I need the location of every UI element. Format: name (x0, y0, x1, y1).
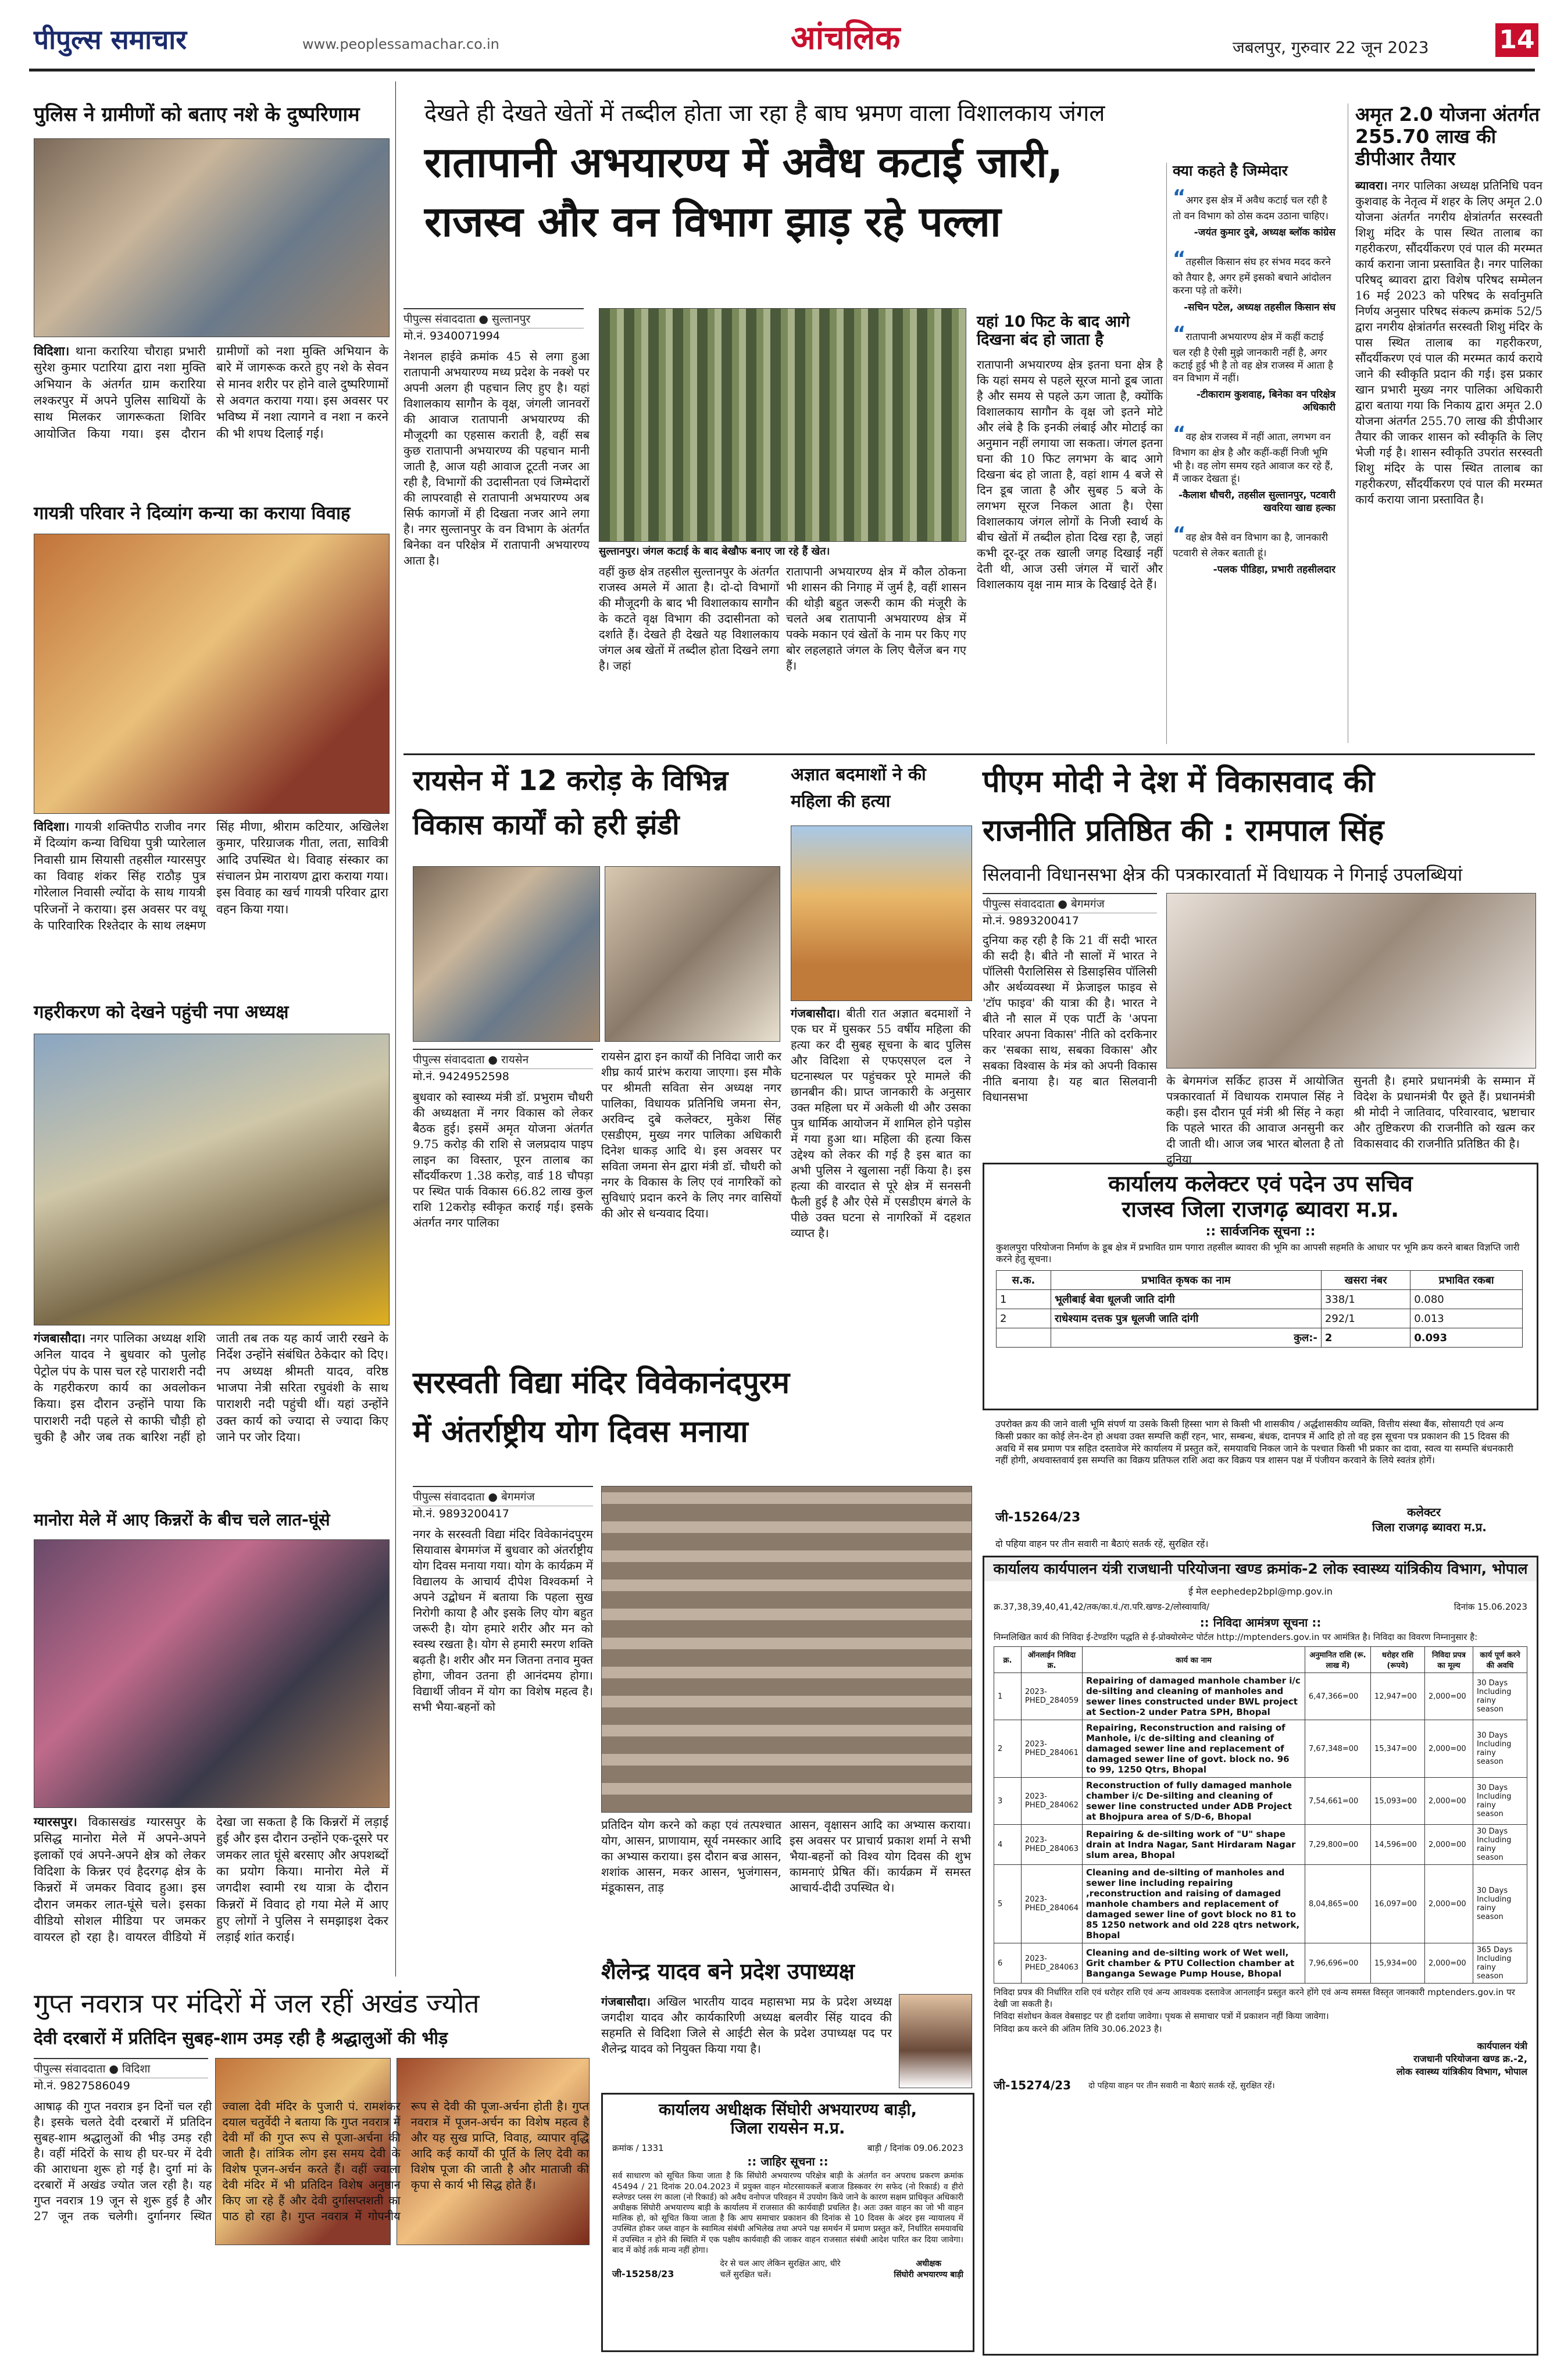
responsible-box (1166, 163, 1335, 744)
table-cell: 15,093=00 (1371, 1778, 1425, 1825)
table-cell: 7,54,661=00 (1305, 1778, 1371, 1825)
tender-ref-date: दिनांक 15.06.2023 (1454, 1601, 1527, 1612)
forest-cutting-photo (599, 308, 966, 542)
table-cell: भूलीबाई बेवा धूलजी जाति दांगी (1051, 1290, 1322, 1309)
table-header-cell: अनुमानित राशि (रू. लाख में) (1305, 1647, 1371, 1673)
lead-photo-caption: सुल्तानपुर। जंगल कटाई के बाद बेखौफ बनाए जा रहे हैं खेत। (599, 545, 830, 558)
amrut-story (1348, 103, 1542, 743)
table-cell: 2,000=00 (1425, 1720, 1473, 1778)
story4-place: ग्यारसपुर। (34, 1814, 77, 1829)
yoga-col3: आसन, वृक्षासन आदि का अभ्यास कराया। इस अवसर पर प्राचार्य प्रकाश शर्मा ने सभी भैया-बहनों को विश्व योग दिवस की शुभ कामनाएं प्रेषित कीं। कार्यक्रम में समस्त आचार्य-दीदी उपस्थित थे। (790, 1818, 971, 1895)
left-col-divider (395, 81, 396, 1977)
tender-sign-3: लोक स्वास्थ्य यांत्रिकीय विभाग, भोपाल (1396, 2066, 1527, 2078)
table-cell: 0.080 (1410, 1290, 1523, 1309)
table-cell: 1 (994, 1673, 1022, 1720)
table-cell: 15,934=00 (1371, 1943, 1425, 1984)
modi-col3: सुनती है। हमारे प्रधानमंत्री के सम्मान में विदेश के प्रधानमंत्री पैर छूते हैं। प्रधानमंत्री श्री मोदी ने जातिवाद, परिवारवाद, भ्रष्टाचार और तुष्टिकरण की राजनीति को खत्म कर विकासवाद की राजनीति प्रतिष्ठित की है। (1354, 1074, 1535, 1150)
collector-sign-1: कलेक्टर (1407, 1505, 1441, 1519)
table-cell: 7,67,348=00 (1305, 1720, 1371, 1778)
sanctuary-notice-footer: देर से चल आए लेकिन सुरक्षित आए, धीरे चलें सुरक्षित चलें। (720, 2259, 841, 2279)
table-row (997, 1290, 1523, 1309)
collector-notice-title-1: कार्यालय कलेक्टर एवं पदेन उप सचिव (1108, 1171, 1413, 1196)
story4-title: मानोरा मेले में आए किन्नरों के बीच चले लात-घूंसे (34, 1510, 330, 1530)
story1-text: थाना करारिया चौराहा प्रभारी सुरेश कुमार पटारिया द्वारा नशा मुक्ति अभियान के अंतर्गत ग्राम करारिया लश्करपुर में अपने पुलिस साथियों के साथ मिलकर जागरूकता शिविर आयोजित किया गया। इस दौरान ग्रामीणों को नशा मुक्ति अभियान के बारे में जागरूक करते हुए नशे के सेवन से मानव शरीर पर होने वाले दुष्परिणामों से अवगत कराया गया। इस अवसर पर भविष्य में नशा त्यागने व नशा न करने की भी शपथ दिलाई गई। (34, 344, 388, 441)
table-cell: 30 Days Including rainy season (1473, 1720, 1527, 1778)
table-cell: 30 Days Including rainy season (1473, 1825, 1527, 1865)
amrut-text: नगर पालिका अध्यक्ष प्रतिनिधि पवन कुशवाह के नेतृत्व में शहर के लिए अमृत 2.0 योजना अंतर्गत नगरीय क्षेत्रांतर्गत सरस्वती शिशु मंदिर के पास स्थित तालाब का गहरीकरण, सौंदर्यीकरण एवं पाल की मरम्मत कार्य कराना जाना प्रस्तावित है। नगर पालिका परिषद् ब्यावरा द्वारा विशेष परिषद सम्मेलन 16 मई 2023 को परिषद के सर्वानुमति निर्णय अनुसार परिषद संकल्प क्रमांक 52/5 द्वारा नगरीय क्षेत्रांतर्गत सरस्वती शिशु मंदिर के पास स्थित तालाब का गहरीकरण, सौंदर्यीकरण एवं पाल की मरम्मत कार्य कराये जाने की स्वीकृति प्रदान की गई। इस प्रकार खान प्रभारी मुख्य नगर पालिका अधिकारी द्वारा बताया गया कि निकाय द्वारा अमृत 2.0 योजना अंतर्गत 255.70 लाख की डीपीआर तैयार की जाकर शासन को स्वीकृति के लिए भेजी गई है। शासन स्वीकृति उपरांत सरस्वती शिशु मंदिर के पास स्थित तालाब का गहरीकरण, सौंदर्यीकरण एवं पाल की मरम्मत कार्य कराया जाना प्रस्तावित है। (1355, 178, 1542, 506)
quote-icon: “ (1173, 247, 1186, 271)
table-total-count: 2 (1321, 1328, 1410, 1348)
lead-byline: पीपुल्स संवाददाता ● सुल्तानपुर (403, 308, 584, 328)
table-cell: Reconstruction of fully damaged manhole chamber i/c De-silting and cleaning of sewer line constructed under ADB Project at Bhojpura area of S/D-6, Bhopal (1082, 1778, 1305, 1825)
yoga-col2: प्रतिदिन योग करने को कहा एवं तत्पश्चात योग, आसन, प्राणायाम, सूर्य नमस्कार आदि का अभ्यास कराया। इस दौरान बज्र आसन, शशांक आसन, मकर आसन, भुजंगासन, मंडूकासन, ताड़ (601, 1818, 781, 1895)
table-cell: 30 Days Including rainy season (1473, 1865, 1527, 1943)
quote-5-author: -पलक पीडिहा, प्रभारी तहसीलदार (1213, 564, 1335, 576)
story2-place: विदिशा। (34, 819, 70, 834)
quote-1: “अगर इस क्षेत्र में अवैध कटाई चल रही है तो वन विभाग को ठोस कदम उठाना चाहिए। (1173, 185, 1329, 222)
table-cell: 5 (994, 1865, 1022, 1943)
tender-notice-sub: :: निविदा आमंत्रण सूचना :: (1199, 1615, 1322, 1629)
lead-kicker: देखते ही देखते खेतों में तब्दील होता जा रहा है बाघ भ्रमण वाला विशालकाय जंगल (424, 100, 1105, 127)
house-photo (791, 826, 972, 1001)
table-cell: 2,000=00 (1425, 1943, 1473, 1984)
table-header-cell: निविदा प्रपत्र का मूल्य (1425, 1647, 1473, 1673)
yoga-headline-1: सरस्वती विद्या मंदिर विवेकानंदपुरम (413, 1366, 790, 1400)
table-cell: Cleaning and de-silting of manholes and sewer line including repairing ,reconstruction and raising of damaged manhole chambers and replacement of damaged sewer line of govt block no 81 to 85 1250 network and old 228 qtrs network, Bhopal (1082, 1865, 1305, 1943)
table-cell: 3 (994, 1778, 1022, 1825)
navratri-byline: पीपुल्स संवाददाता ● विदिशा (34, 2058, 208, 2078)
table-cell: 2 (997, 1309, 1051, 1328)
table-cell: 2023-PHED_284061 (1022, 1720, 1083, 1778)
table-header-cell: प्रभावित कृषक का नाम (1051, 1271, 1322, 1290)
quote-3-author: -टीकाराम कुशवाह, बिनेका वन परिक्षेत्र अधिकारी (1196, 389, 1335, 414)
quote-icon: “ (1173, 321, 1186, 345)
story1-place: विदिशा। (34, 344, 70, 358)
navratri-headline: गुप्त नवरात्र पर मंदिरों में जल रहीं अखंड ज्योत (34, 1988, 480, 2019)
sanctuary-notice-title-1: कार्यालय अधीक्षक सिंघोरी अभयारण्य बाड़ी, (658, 2100, 917, 2119)
shailendra-body (601, 1994, 892, 2081)
table-cell: 338/1 (1321, 1290, 1410, 1309)
tender-sign-1: कार्यपालन यंत्री (1477, 2040, 1527, 2052)
table-cell: 15,347=00 (1371, 1720, 1425, 1778)
shailendra-place: गंजबासौदा। (601, 1995, 651, 2009)
navratri-subtitle: देवी दरबारों में प्रतिदिन सुबह-शाम उमड़ रही है श्रद्धालुओं की भीड़ (34, 2028, 448, 2049)
yoga-byline: पीपुल्स संवाददाता ● बेगमगंज (413, 1486, 593, 1506)
quote-2-author: -सचिन पटेल, अध्यक्ष तहसील किसान संघ (1184, 301, 1335, 313)
sanctuary-notice-title-2: जिला रायसेन म.प्र. (730, 2118, 845, 2138)
tender-notice-refs (994, 1601, 1527, 1613)
table-cell: Repairing & de-silting work of "U" shape drain at Indra Nagar, Sant Hirdaram Nagar slum area, Bhopal (1082, 1825, 1305, 1865)
table-cell: Repairing of damaged manhole chamber i/c de-silting and cleaning of manholes and sewer lines constructed under BWL project at Section-2 under Patra SPH, Bhopal (1082, 1673, 1305, 1720)
story2-body (34, 819, 388, 991)
lead-col1: नेशनल हाईवे क्रमांक 45 से लगा हुआ रातापानी अभयारण्य मध्य प्रदेश के नक्शे पर अपनी अलग ही पहचान लिए हुए है। यहां विशालकाय सागौन के वृक्ष, जंगली जानवरों की आवाज रातापानी अभयारण्य की मौजूदगी का एहसास कराती है, वहीं सब कुछ रातापानी अभयारण्य की पहचान मानी जाती है, आज यही आवाज टूटती नजर आ रही है, विभागों की उदासीनता एवं जिम्मेदारों की लापरवाही से रातापानी अभयारण्य अब सिर्फ कागजों में ही दिखता नजर आने लगा है। नगर सुल्तानपुर के वन विभाग के अंतर्गत बिनेका वन परिक्षेत्र में रातापानी अभयारण्य आता है। (403, 349, 590, 567)
shailendra-portrait (899, 1994, 972, 2088)
table-cell: 6,47,366=00 (1305, 1673, 1371, 1720)
table-cell: 0.013 (1410, 1309, 1523, 1328)
shailendra-text: अखिल भारतीय यादव महासभा मप्र के प्रदेश अध्यक्ष जगदीश यादव और कार्यकारिणी अध्यक्ष बलवीर सिंह यादव की सहमति से विदिशा जिले से आईटी सेल के प्रदेश उपाध्यक्ष पद पर शैलेन्द्र यादव को नियुक्त किया गया है। (601, 1995, 892, 2056)
table-cell: 6 (994, 1943, 1022, 1984)
tender-footer-row (994, 2079, 1527, 2092)
quote-2: “तहसील किसान संघ हर संभव मदद करने को तैयार है, अगर हमें इसको बचाने आंदोलन करना पड़े तो करेंगे। (1173, 247, 1331, 297)
raisen-col2: रायसेन द्वारा इन कार्यों की निविदा जारी कर शीघ्र कार्य प्रारंभ कराया जाएगा। इस मौके पर श्रीमती सविता सेन अध्यक्ष नगर पालिका, विधायक प्रतिनिधि जमना सेन, अरविन्द दुबे कलेक्टर, मुकेश सिंह एसडीएम, मुख्य नगर पालिका अधिकारी दिनेश धाकड़ आदि थे। इस अवसर पर सविता जमना सेन द्वारा मंत्री डॉ. चौधरी को नगर के विकास के लिए एवं नागरिकों को सुविधाएं प्रदान करने के लिए नगर वासियों की ओर से धन्यवाद दिया। (601, 1049, 781, 1220)
story2-title: गायत्री परिवार ने दिव्यांग कन्या का कराया विवाह (34, 503, 351, 524)
sanctuary-ref-date: बाड़ी / दिनांक 09.06.2023 (867, 2143, 963, 2154)
lead-bottom-rule (403, 753, 1535, 755)
table-cell: 7,29,800=00 (1305, 1825, 1371, 1865)
table-cell: 2023-PHED_284063 (1022, 1943, 1083, 1984)
table-cell: 16,097=00 (1371, 1865, 1425, 1943)
table-cell: 7,96,696=00 (1305, 1943, 1371, 1984)
collector-notice-sub: :: सार्वजनिक सूचना :: (1205, 1224, 1316, 1239)
tender-note-3: निविदा क्रय करने की अंतिम तिथि 30.06.2023 है। (994, 2023, 1162, 2034)
quote-1-author: -जयंत कुमार दुबे, अध्यक्ष ब्लॉक कांग्रेस (1194, 227, 1335, 239)
wedding-photo (34, 534, 390, 814)
table-cell: 2 (994, 1720, 1022, 1778)
table-row (994, 1778, 1527, 1825)
table-row (994, 1720, 1527, 1778)
sanctuary-notice-footer-row (612, 2258, 963, 2280)
police-camp-photo (34, 138, 390, 337)
raisen-meeting-photo-1 (413, 866, 600, 1042)
table-header-row (997, 1271, 1523, 1290)
raisen-byline: पीपुल्स संवाददाता ● रायसेन (413, 1049, 593, 1069)
modi-headline-1: पीएम मोदी ने देश में विकासवाद की (983, 764, 1375, 799)
lead-side-title: यहां 10 फिट के बाद आगे दिखना बंद हो जाता है (977, 313, 1130, 349)
sanctuary-sign-1: अधीक्षक (916, 2259, 942, 2268)
tender-note-1: निविदा प्रपत्र की निर्धारित राशि एवं धरोहर राशि एवं अन्य आवश्यक दस्तावेज आनलाईन प्रस्तुत करने होंगे एवं अन्य समस्त विस्तृत जानकारी mptenders.gov.in पर देखी जा सकती है। (994, 1987, 1515, 2009)
modi-col1: दुनिया कह रही है कि 21 वीं सदी भारत की सदी है। बीते नौ सालों में भारत ने पॉलिसी पैरालिसिस से डिसाइसिव पॉलिसी और अर्थव्यवस्था में फ्रेजाइल फाइव से 'टॉप फाइव' की यात्रा की है। भारत ने बीते नौ साल में एक पार्टी के 'अपना परिवार अपना विकास' नीति को दरकिनार कर 'सबका साथ, सबका विकास' और सबका विश्वास के मंत्र को अपनी विकास नीति बनाया है। यह बात सिलवानी विधानसभा (983, 933, 1157, 1104)
table-header-cell: ऑनलाईन निविदा क्र. (1022, 1647, 1083, 1673)
table-cell: Repairing, Reconstruction and raising of Manhole, i/c de-silting and cleaning of damaged sewer line and replacement of damaged sewer line of govt. block no. 96 to 99, 1250 Qtrs, Bhopal (1082, 1720, 1305, 1778)
raisen-headline-2: विकास कार्यों को हरी झंडी (413, 809, 680, 841)
tender-notice (983, 1556, 1538, 2356)
story2-text: गायत्री शक्तिपीठ राजीव नगर में दिव्यांग कन्या विधिया पुत्री प्यारेलाल निवासी ग्राम सियासी तहसील ग्यारसपुर का विवाह शंकर सिंह राठौड़ पुत्र गोरेलाल निवासी ल्योंदा के साथ गायत्री परिजनों ने कराया। इस अवसर पर वधू के पारिवारिक रिश्तेदार के साथ लक्ष्मण सिंह मीणा, श्रीराम कटियार, अखिलेश कुमार, परिग्राजक गीता, लता, सावित्री आदि उपस्थित थे। विवाह संस्कार का संचालन प्रेम नारायण द्वारा कराया गया। इस विवाह का खर्च गायत्री परिवार द्वारा वहन किया गया। (34, 820, 388, 933)
table-cell: 2023-PHED_284062 (1022, 1778, 1083, 1825)
raisen-meeting-photo-2 (605, 866, 780, 1042)
sanctuary-notice-refs (612, 2142, 963, 2154)
table-row (997, 1309, 1523, 1328)
quote-icon: “ (1173, 422, 1186, 446)
quote-icon: “ (1173, 185, 1186, 209)
yoga-headline-2: में अंतर्राष्ट्रीय योग दिवस मनाया (413, 1414, 748, 1449)
table-cell: 14,596=00 (1371, 1825, 1425, 1865)
murder-place: गंजबासौदा। (791, 1006, 840, 1020)
table-cell: राधेश्याम दत्तक पुत्र धूलजी जाति दांगी (1051, 1309, 1322, 1328)
tender-sign (994, 2039, 1527, 2078)
table-cell: 30 Days Including rainy season (1473, 1778, 1527, 1825)
yoga-mobile: मो.नं. 9893200417 (413, 1507, 509, 1520)
collector-notice-footer: दो पहिया वाहन पर तीन सवारी ना बैठाएं सतर्क रहें, सुरक्षित रहें। (995, 1538, 1209, 1549)
murder-body (791, 1006, 971, 1349)
story4-text: विकासखंड ग्यारसपुर के प्रसिद्ध मानोरा मेले में अपने-अपने इलाकों एवं अपने-अपने क्षेत्र को लेकर विदिशा के किन्नर एवं हैदरगढ़ क्षेत्र के किन्नरों में जमकर विवाद हुआ। इस दौरान जमकर लात-घूंसे चले। इसका वीडियो सोशल मीडिया पर जमकर वायरल हो रहा है। वायरल वीडियो में देखा जा सकता है कि किन्नरों में लड़ाई हुई और इस दौरान उन्होंने एक-दूसरे पर जमकर लात घूंसे बरसाए और अपशब्दों का प्रयोग किया। मानोरा मेले में जगदीश स्वामी रथ यात्रा के दौरान किन्नरों में विवाद हो गया मेले में आए हुए लोगों ने पुलिस ने समझाइश देकर लड़ाई शांत कराई। (34, 1815, 388, 1945)
sanctuary-notice-ref: जी-15258/23 (612, 2268, 674, 2280)
table-cell: 12,947=00 (1371, 1673, 1425, 1720)
table-row (994, 1825, 1527, 1865)
table-cell: 4 (994, 1825, 1022, 1865)
raisen-mobile: मो.नं. 9424952598 (413, 1070, 509, 1083)
page-number: 14 (1495, 23, 1538, 57)
tender-ref-no: क्र.37,38,39,40,41,42/तक/का.यं./रा.परि.खण्ड-2/लोस्वायावि/ (994, 1601, 1210, 1612)
tender-notice-title: कार्यालय कार्यपालन यंत्री राजधानी परियोजना खण्ड क्रमांक-2 लोक स्वास्थ्य यांत्रिकीय विभाग, भोपाल (984, 1557, 1537, 1581)
sanctuary-notice (601, 2093, 974, 2352)
sanctuary-notice-sub: :: जाहिर सूचना :: (747, 2154, 829, 2169)
table-cell: 292/1 (1321, 1309, 1410, 1328)
story4-body (34, 1814, 388, 1988)
lead-side-body: रातापानी अभयारण्य क्षेत्र इतना घना क्षेत्र है कि यहां समय से पहले सूरज मानो डूब जाता है और समय से पहले ऊग जाता है, क्योंकि विशालकाय सागौन के वृक्ष जो इतने मोटे और लंबे है कि इनकी लंबाई और मोटाई का अनुमान नहीं लगाया जा सकता। जंगल इतना घना की 10 फिट लगभग के बाद आगे दिखना बंद हो जाता है, वहां शाम 4 बजे से दिन डूब जाता है और सुबह 5 बजे के लगभग सूरज निकल आता है। ऐसा विशालकाय जंगल लोगों के निजी स्वार्थ के बीच खेतों में तब्दील होता दिख रहा है, जहां कभी दूर-दूर तक खाली जगह दिखाई नहीं देती थी, आज उसी जंगल में चारों और विशालकाय वृक्ष नाम मात्र के दिखाई देते हैं। (977, 358, 1163, 591)
quote-icon: “ (1173, 522, 1186, 546)
modi-deck: सिलवानी विधानसभा क्षेत्र की पत्रकारवार्ता में विधायक ने गिनाई उपलब्धियां (983, 864, 1463, 885)
modi-mobile: मो.नं. 9893200417 (983, 914, 1079, 927)
table-header-cell: कार्य पूर्ण करने की अवधि (1473, 1647, 1527, 1673)
press-conference-photo (1166, 893, 1536, 1069)
table-header-cell: कार्य का नाम (1082, 1647, 1305, 1673)
table-total-row (997, 1328, 1523, 1348)
shailendra-headline: शैलेन्द्र यादव बने प्रदेश उपाध्यक्ष (601, 1959, 855, 1984)
lead-col2: वहीं कुछ क्षेत्र तहसील सुल्तानपुर के अंतर्गत राजस्व अमले में आता है। दो-दो विभागों की मौजूदगी के बाद भी विशालकाय सागौन के कटते वृक्ष विभाग की उदासीनता को दर्शाते हैं। देखते ही देखते यह विशालकाय जंगल अब खेतों में तब्दील होता दिखने लगा है। जहां (599, 564, 779, 673)
story1-body (34, 343, 388, 488)
lead-col3: रातापानी अभयारण्य क्षेत्र में कौल ठोकना भी शासन की निगाह में जुर्म है, वहीं शासन की थोड़ी बहुत जरूरी काम की मंजूरी के चलते अब रातापानी अभयारण्य क्षेत्र में पक्के मकान एवं खेतों के नाम पर किए गए बोर लहलहाते जंगल के लिए चैलेंज बन गए हैं। (786, 564, 966, 673)
tender-table (994, 1646, 1527, 1984)
table-header-cell: प्रभावित रकबा (1410, 1271, 1523, 1290)
raisen-col1: बुधवार को स्वास्थ्य मंत्री डॉ. प्रभुराम चौधरी की अध्यक्षता में नगर विकास को लेकर बैठक हुई। इसमें अमृत योजना अंतर्गत 9.75 करोड़ की राशि से जलप्रदाय पाइप लाइन का विस्तार, पूरन तालाब का सौंदर्यीकरण 1.38 करोड़, वार्ड 18 चौपड़ा पर स्थित पार्क विकास 66.82 लाख कुल राशि 12करोड़ स्वीकृत कराई गई। इसके अंतर्गत नगर पालिका (413, 1090, 593, 1230)
section-name: आंचलिक (791, 19, 901, 57)
table-cell: 2,000=00 (1425, 1673, 1473, 1720)
tender-notice-intro: निम्नलिखित कार्य की निविदा ई-टेण्डरिंग पद्धति से ई-प्रोक्योरमेन्ट पोर्टल http://mptenders.gov.in पर आमंत्रित है। निविदा का विवरण निम्नानुसार है: (994, 1631, 1478, 1642)
collector-notice-ref: जी-15264/23 (995, 1510, 1081, 1525)
modi-byline: पीपुल्स संवाददाता ● बेगमगंज (983, 893, 1157, 913)
masthead (0, 0, 1557, 69)
yoga-photo (601, 1486, 972, 1813)
table-cell: 2,000=00 (1425, 1778, 1473, 1825)
story3-text: नगर पालिका अध्यक्ष शशि अनिल यादव ने बुधवार को पुलोह पेट्रोल पंप के पास चल रहे पाराशरी नदी के गहरीकरण कार्य का अवलोकन किया। इस दौरान उन्होंने पाया कि पाराशरी नदी पहले से काफी चौड़ी हो चुकी है और जब तक बारिश नहीं हो जाती तब तक यह कार्य जारी रखने के निर्देश उन्होंने संबंधित ठेकेदार को दिए। नप अध्यक्ष श्रीमती यादव, वरिष्ठ भाजपा नेत्री सरिता रघुवंशी के साथ पाराशरी नदी पहुंची थीं। यहां उन्होंने उक्त कार्य को ज्यादा से ज्यादा किए जाने पर जोर दिया। (34, 1331, 388, 1445)
paper-name: पीपुल्स समाचार (34, 24, 187, 55)
tender-sign-2: राजधानी परियोजना खण्ड क्र.-2, (1413, 2053, 1527, 2065)
table-cell: 2,000=00 (1425, 1865, 1473, 1943)
collector-notice-intro: कुशलपुरा परियोजना निर्माण के डूब क्षेत्र में प्रभावित ग्राम पगारा तहसील ब्यावरा की भूमि का आपसी सहमति के आधार पर भूमि क्रय करने बाबत विज्ञप्ति जारी करने हेतु सूचना। (996, 1241, 1520, 1265)
quote-3: “रातापानी अभयारण्य क्षेत्र में कहीं कटाई चल रही है ऐसी मुझे जानकारी नहीं है, अगर कटाई हुई भी है तो वह क्षेत्र राजस्व में आता है वन विभाग में नहीं। (1173, 321, 1334, 384)
murder-headline-1: अज्ञात बदमाशों ने की (791, 764, 926, 785)
table-cell (997, 1328, 1051, 1348)
table-cell: 2023-PHED_284064 (1022, 1865, 1083, 1943)
raisen-headline-1: रायसेन में 12 करोड़ के विभिन्न (413, 764, 728, 797)
table-cell: Cleaning and de-silting work of Wet well, Grit chamber & PTU Collection chamber at Banganga Sewage Pump House, Bhopal (1082, 1943, 1305, 1984)
table-cell: 1 (997, 1290, 1051, 1309)
sanctuary-ref-no: क्रमांक / 1331 (612, 2143, 664, 2154)
collector-notice (983, 1163, 1538, 1410)
story1-title: पुलिस ने ग्रामीणों को बताए नशे के दुष्परिणाम (34, 103, 360, 126)
murder-text: बीती रात अज्ञात बदमाशों ने एक घर में घुसकर 55 वर्षीय महिला की हत्या कर दी सुबह सूचना के बाद पुलिस और विदिशा से एफएसएल दल ने घटनास्थल पर पहुंचकर पूरे मामले की छानबीन की। प्राप्त जानकारी के अनुसार उक्त महिला घर में अकेली थी और उसका पुत्र धार्मिक आयोजन में शामिल होने पड़ोस में गया हुआ था। महिला की हत्या किस उद्देश्य को लेकर की गई है इस बात का अभी पुलिस ने खुलासा नहीं किया है। इस हत्या की वारदात से पूरे क्षेत्र में सनसनी फैली हुई है और ऐसे में एसडीएम बंगले के पीछे उक्त घटना से नागरिकों में दहशत व्याप्त है। (791, 1006, 971, 1240)
amrut-body (1355, 178, 1542, 508)
table-row (994, 1865, 1527, 1943)
table-header-cell: स.क. (997, 1271, 1051, 1290)
table-cell: 30 Days Including rainy season (1473, 1673, 1527, 1720)
sanctuary-sign (894, 2258, 963, 2280)
story3-place: गंजबासौदा। (34, 1331, 86, 1345)
collector-notice-title-2: राजस्व जिला राजगढ़ ब्यावरा म.प्र. (1122, 1196, 1399, 1222)
tender-notice-email: ई मेल eephedep2bpl@mp.gov.in (1188, 1585, 1333, 1597)
sanctuary-sign-2: सिंघोरी अभयारण्य बाड़ी (894, 2270, 963, 2279)
dateline: जबलपुर, गुरुवार 22 जून 2023 (1233, 38, 1429, 57)
table-header-row (994, 1647, 1527, 1673)
table-total-label: कुल:- (1051, 1328, 1322, 1348)
table-header-cell: क्र. (994, 1647, 1022, 1673)
navratri-body: आषाढ़ की गुप्त नवरात्र इन दिनों चल रही है। इसके चलते देवी दरबारों में प्रतिदिन सुबह-शाम श्रद्धालुओं की भीड़ उमड़ रही है। वहीं मंदिरों के साथ ही घर-घर में देवी की आराधना शुरू हो गई है। दुर्गा मां के दरबारों में अखंड ज्योत जल रही है। यह गुप्त नवरात्र 19 जून से शुरू हुई है और 27 जून तक चलेगी। दुर्गानगर स्थित ज्वाला देवी मंदिर के पुजारी पं. रामशंकर दयाल चतुर्वेदी ने बताया कि गुप्त नवरात्र में देवी माँ की गुप्त रूप से पूजा-अर्चना की जाती है। तांत्रिक लोग इस समय देवी के विशेष पूजन-अर्चन करते हैं। वहीं ज्वाला देवी मंदिर में भी प्रतिदिन विशेष अनुष्ठान किए जा रहे हैं और देवी दुर्गासप्तशती का पाठ हो रहा है। गुप्त नवरात्र में गोपनीय रूप से देवी की पूजा-अर्चना होती है। गुप्त नवरात्र में पूजन-अर्चन का विशेष महत्व है और यह सुख प्राप्ति, विवाह, व्यापार वृद्धि आदि कई कार्यों की पूर्ति के लिए देवी का विशेष पूजा की जाती है और माताजी की कृपा से कार्य भी सिद्ध होते हैं। (34, 2099, 589, 2223)
sanctuary-notice-body: सर्व साधारण को सूचित किया जाता है कि सिंघोरी अभयारण्य परिक्षेत्र बाड़ी के अंतर्गत वन अपराध प्रकरण क्रमांक 45494 / 21 दिनांक 20.04.2023 में प्रयुक्त वाहन मोटरसायकलें बजाज डिस्कवर रंग सफेद (नो रिकार्ड) व हीरो स्प्लेण्डर प्लस रंग काला (नो रिकार्ड) को अवैध वनोपज परिवहन में उपयोग किये जाने के कारण सक्षम प्राधिकृत अधिकारी अधीक्षक सिंघोरी अभयारण्य बाड़ी के कार्यालय में राजसात की कार्यवाही प्रचलित है। अतः उक्त वाहन का जो भी वाहन मालिक हो, को सूचित किया जाता है कि आप समाचार प्रकाशन की दिनांक से 10 दिवस के अंदर इस न्यायालय में उपस्थित होकर जब्त वाहन के स्वामित्व संबंधी अभिलेख तथा अपने पक्ष समर्थन में प्रमाण प्रस्तुत करें, निर्धारित समयावधि में उपस्थित न होने की स्थिति में एक पक्षीय कार्यवाही की जाकर वाहन राजसात संबंधी आदेश पारित कर दिया जावेगा। बाद में कोई तर्क मान्य नहीं होगा। (612, 2171, 963, 2255)
fair-fight-photo (34, 1539, 390, 1808)
modi-col2: के बेगमगंज सर्किट हाउस में आयोजित पत्रकारवार्ता में विधायक रामपाल सिंह ने कही। इस दौरान पूर्व मंत्री श्री सिंह ने कहा कि पहले भारत की आवाज अनसुनी कर दी जाती थी। आज जब भारत बोलता है तो दुनिया (1166, 1074, 1344, 1166)
river-deepening-photo (34, 1034, 390, 1325)
quote-4: “वह क्षेत्र राजस्व में नहीं आता, लगभग वन विभाग का क्षेत्र है और कहीं-कहीं निजी भूमि भी है। वह लोग समय रहते आवाज कर रहे हैं, मैं जाकर देखता हूं। (1173, 422, 1333, 485)
amrut-title: अमृत 2.0 योजना अंतर्गत 255.70 लाख की डीपीआर तैयार (1355, 103, 1540, 170)
quote-5: “वह क्षेत्र वैसे वन विभाग का है, जानकारी पटवारी से लेकर बताती हूं। (1173, 522, 1329, 560)
table-cell: 2023-PHED_284063 (1022, 1825, 1083, 1865)
table-cell: 2023-PHED_284059 (1022, 1673, 1083, 1720)
lead-headline-1: रातापानी अभयारण्य में अवैध कटाई जारी, (424, 138, 1063, 187)
tender-notice-footer: दो पहिया वाहन पर तीन सवारी ना बैठाएं सतर्क रहें, सुरक्षित रहें। (1088, 2081, 1275, 2091)
table-cell: 2,000=00 (1425, 1825, 1473, 1865)
table-row (994, 1943, 1527, 1984)
responsible-title: क्या कहते है जिम्मेदार (1173, 162, 1288, 179)
lead-mobile: मो.नं. 9340071994 (403, 330, 500, 342)
table-header-cell: खसरा नंबर (1321, 1271, 1410, 1290)
navratri-mobile: मो.नं. 9827586049 (34, 2079, 130, 2092)
table-cell: 365 Days Including rainy season (1473, 1943, 1527, 1984)
lead-headline-2: राजस्व और वन विभाग झाड़ रहे पल्ला (424, 197, 1001, 246)
table-header-cell: धरोहर राशि (रूपये) (1371, 1647, 1425, 1673)
modi-headline-2: राजनीति प्रतिष्ठित की : रामपाल सिंह (983, 813, 1384, 848)
tender-notice-ref: जी-15274/23 (994, 2078, 1072, 2093)
collector-notice-body: उपरोक्त क्रय की जाने वाली भूमि संपर्ण या उसके किसी हिस्सा भाग से किसी भी शासकीय / अर्द्धशासकीय व्यक्ति, वित्तीय संस्था बैंक, सोसायटी एवं अन्य किसी प्रकार का कोई लेन-देन हो अथवा उक्त सम्पत्ति कहीं रहन, भार, सम्बन्ध, बंधक, दानपत्र में आदि हो तो वह इस सूचना पत्र प्रकाशन की 15 दिवस की अवधि में सब प्रमाण पत्र सहित दस्तावेज मेरे कार्यालय में प्रस्तुत करें, समयावधि निकल जाने के पश्चात किसी भी प्रकार का दावा, स्वत्व या सम्पत्ति बंधनकारी नहीं होगी, अथवास्तवार्य इस सम्पत्ति का विक्रय प्रतिफल राशि अदा कर विक्रय पत्र शासन पक्ष में पंजीयन करवाने के लिये स्वतंत्र होगें। (995, 1418, 1513, 1466)
amrut-place: ब्यावरा। (1355, 178, 1388, 192)
story3-title: गहरीकरण को देखने पहुंची नपा अध्यक्ष (34, 1002, 289, 1023)
murder-headline-2: महिला की हत्या (791, 791, 891, 812)
collector-sign-2: जिला राजगढ़ ब्यावरा म.प्र. (1372, 1520, 1487, 1534)
table-total-value: 0.093 (1410, 1328, 1523, 1348)
tender-note-2: निविदा संशोधन केवल वेबसाइट पर ही दर्शाया जावेगा। पृथक से समाचार पत्रों में प्रकाशन नहीं किया जावेगा। (994, 2011, 1329, 2022)
quote-4-author: -कैलाश धौचरी, तहसील सुल्तानपुर, पटवारी खवरिया खाद्य हल्का (1179, 489, 1335, 514)
yoga-col1: नगर के सरस्वती विद्या मंदिर विवेकानंदपुरम सियावास बेगमगंज में बुधवार को अंतर्राष्ट्रीय योग दिवस मनाया गया। योग के कार्यक्रम में विद्यालय के आचार्य दीपेश विश्वकर्मा ने अपने उद्बोधन में बताया कि पहला सुख निरोगी काया है और इसके लिए योग बहुत जरूरी है। योग हमारे शरीर और मन को स्वस्थ रखता है। योग से हमारी स्मरण शक्ति बढ़ती है। शरीर और मन जितना तनाव मुक्त होगा, जीवन उतना ही आनंदमय होगा। विद्यार्थी जीवन में योग का विशेष महत्व है। सभी भैया-बहनों को (413, 1527, 593, 1714)
collector-land-table (996, 1270, 1523, 1348)
story3-body (34, 1330, 388, 1505)
table-row (994, 1673, 1527, 1720)
masthead-rule (29, 69, 1535, 72)
table-cell: 8,04,865=00 (1305, 1865, 1371, 1943)
website: www.peoplessamachar.co.in (302, 36, 499, 52)
